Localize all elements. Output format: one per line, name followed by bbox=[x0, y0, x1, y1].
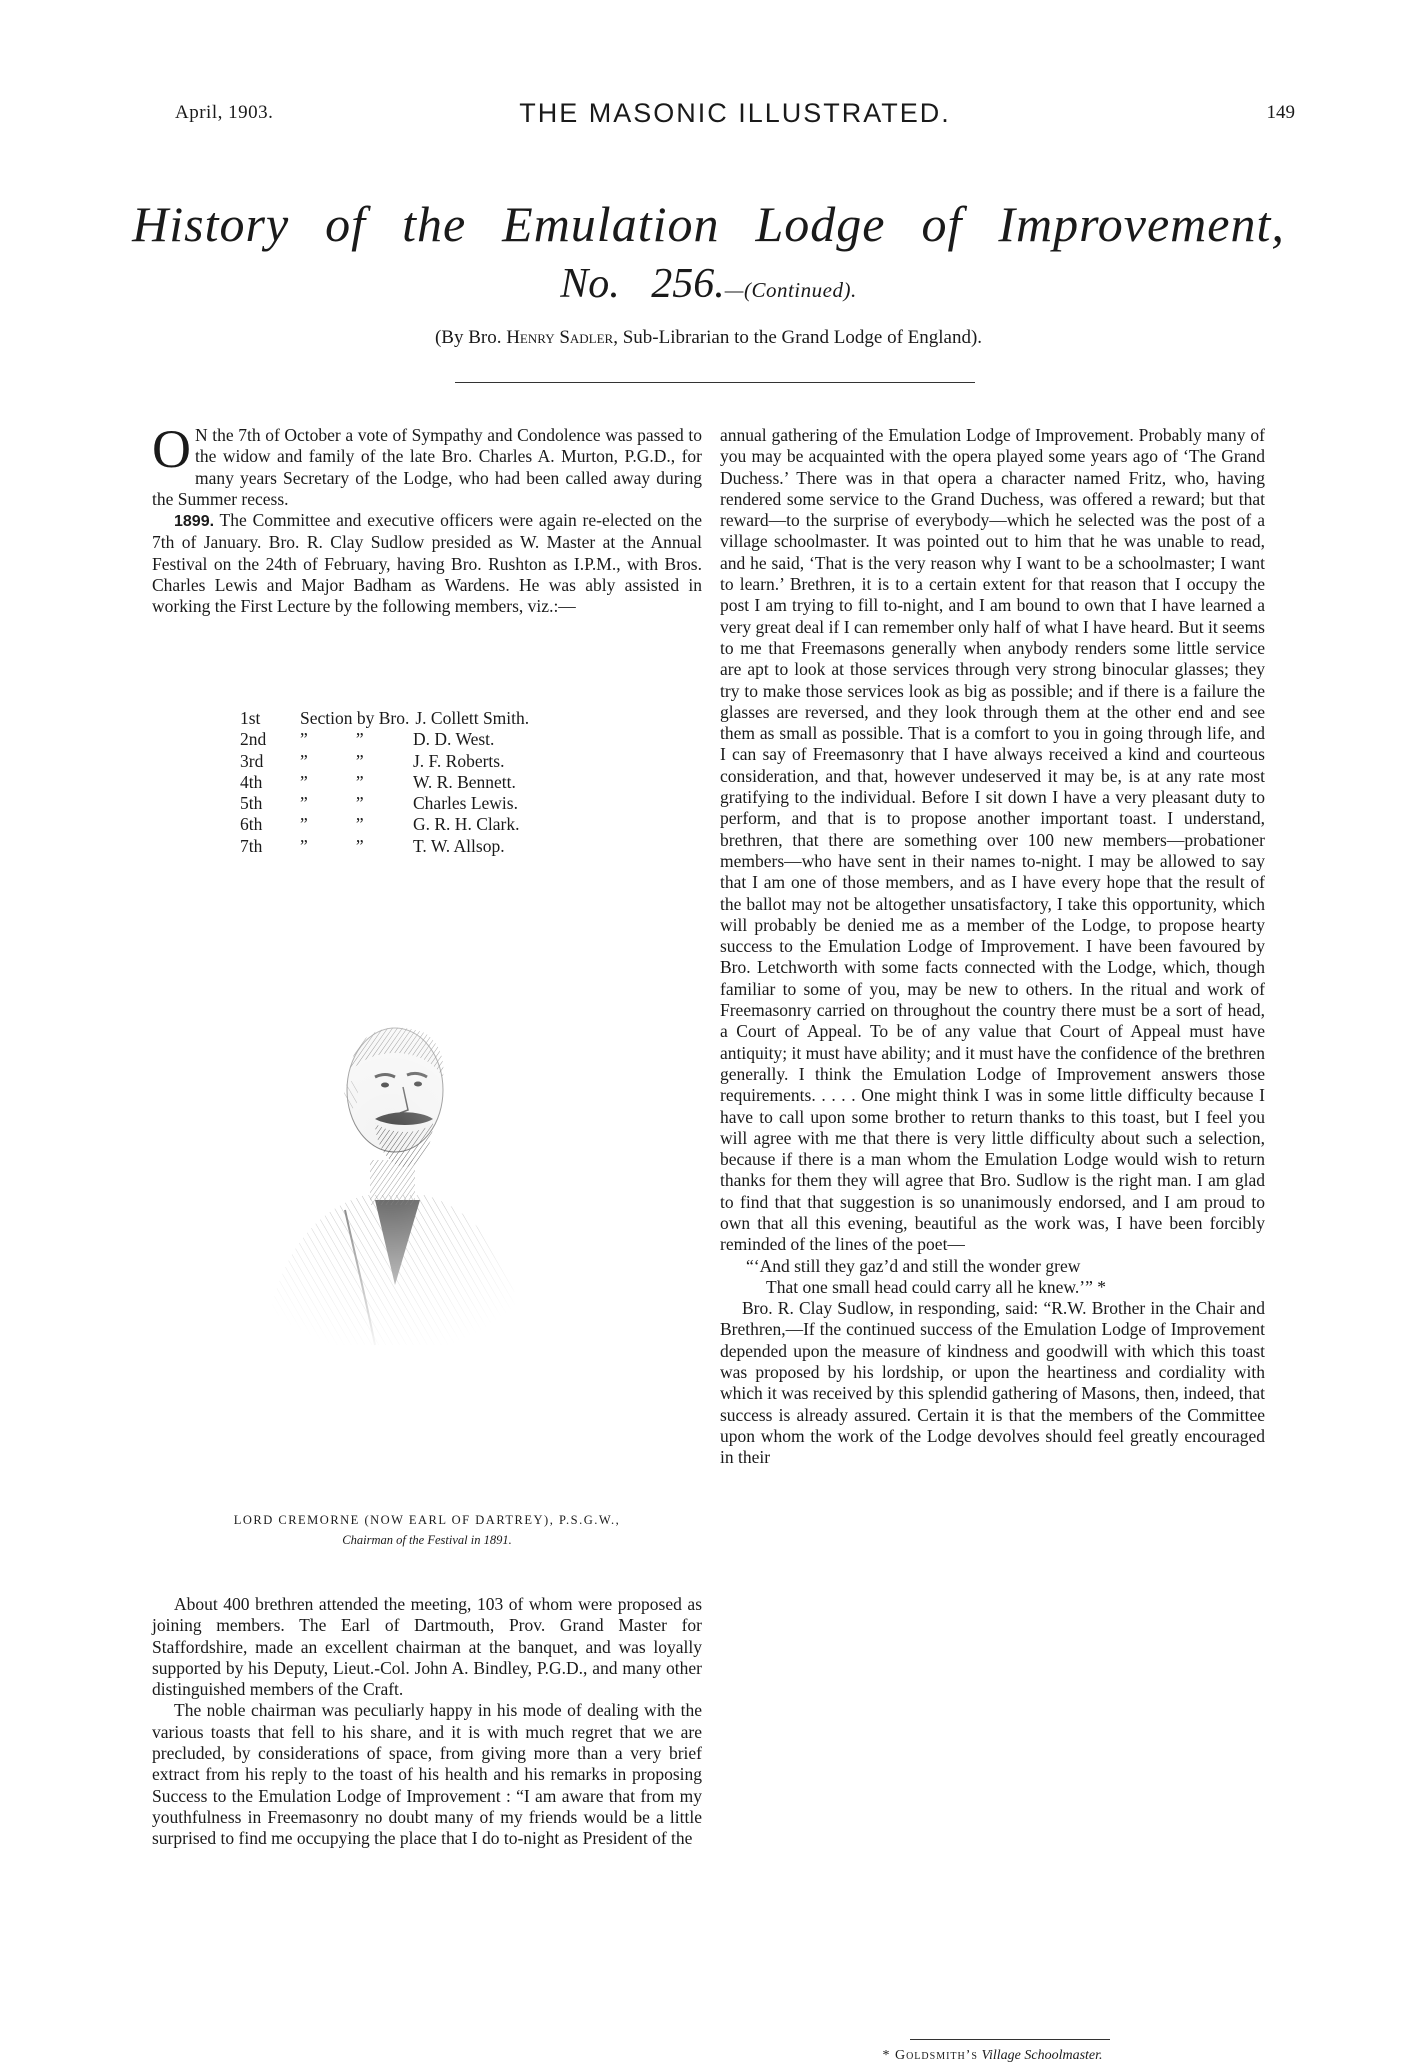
journal-title: THE MASONIC ILLUSTRATED. bbox=[519, 98, 951, 128]
verse-quote-line: That one small head could carry all he knew.’” * bbox=[766, 1276, 1106, 1297]
drop-cap: O bbox=[152, 419, 191, 479]
left-column-upper bbox=[152, 419, 702, 618]
portrait-caption: LORD CREMORNE (NOW EARL OF DARTREY), P.S.G.W., bbox=[233, 1513, 621, 1527]
lecture-sections-list bbox=[240, 708, 529, 857]
portrait-caption-subtitle: Chairman of the Festival in 1891. bbox=[342, 1533, 512, 1547]
list-item: 3rd ” ” J. F. Roberts. bbox=[240, 750, 505, 771]
title-rule bbox=[455, 382, 975, 383]
paragraph: Bro. R. Clay Sudlow, in responding, said: “R.W. Brother in the Chair and Brethren,—If the continued success of the Emulation Lodge of Improvement depended upon the measure of kindness and goodwill with which this toast was proposed by his lordship, or upon the heartiness and cordiality with which it was received by this splendid gathering of Masons, then, indeed, that success is already assured. Certain it is that the members of the Committee upon whom the work of the Lodge devolves should feel greatly encouraged in their bbox=[720, 1298, 1265, 1468]
list-item: 2nd ” ” D. D. West. bbox=[240, 729, 495, 750]
list-item: 1st Section by Bro. J. Collett Smith. bbox=[240, 708, 530, 728]
paragraph: About 400 brethren attended the meeting, 103 of whom were proposed as joining members. The Earl of Dartmouth, Prov. Grand Master for Staffordshire, made an excellent chairman at the banquet, and was loyally supported by his Deputy, Lieut.-Col. John A. Bindley, P.G.D., and many other distinguished members of the Craft. bbox=[152, 1594, 702, 1700]
paragraph: The noble chairman was peculiarly happy in his mode of dealing with the various toasts that fell to his share, and it is with much regret that we are precluded, by considerations of space, from giving more than a very brief extract from his reply to the toast of his health and his remarks in proposing Success to the Emulation Lodge of Improvement : “I am aware that from my youthfulness in Freemasonry no doubt many of my friends would be a little surprised to find me occupying the place that I do to-night as President of the bbox=[152, 1700, 702, 1849]
paragraph: O N the 7th of October a vote of Sympathy and Condolence was passed to the widow and family of the late Bro. Charles A. Murton, P.G.D., for many years Secretary of the Lodge, who had been called away during the Summer recess. bbox=[152, 419, 702, 509]
continued-note: —(Continued). bbox=[724, 278, 857, 302]
paragraph: 1899. The Committee and executive officers were again re-elected on the 7th of January. Bro. R. Clay Sudlow presided as W. Master at the Annual Festival on the 24th of February, having Bro. Rushton as I.P.M., with Bros. Charles Lewis and Major Badham as Wardens. He was ably assisted in working the First Lecture by the following members, viz.:— bbox=[152, 510, 702, 617]
issue-date: April, 1903. bbox=[175, 102, 274, 123]
left-column-lower bbox=[152, 1594, 702, 1850]
paragraph: annual gathering of the Emulation Lodge of Improvement. Probably many of you may be acquainted with the opera played some years ago of ‘The Grand Duchess.’ There was in that opera a character named Fritz, who, having rendered some service to the Grand Duchess, was offered a reward; but that reward—to the surprise of everybody—which he selected was the post of a village schoolmaster. It was pointed out to him that he was unable to read, and he said, ‘That is the very reason why I want to be a schoolmaster; I want to learn.’ Brethren, it is to a certain extent for that reason that I occupy the post I am trying to fill to-night, and I am bound to own that I have learned a very great deal if I can remember only half of what I have heard. But it seems to me that Freemasons generally when anybody renders some little service are apt to look at those services through very strong binocular glasses; they try to make those services look as big as possible; and if there is a failure the glasses are reversed, and they look through them at the other end and see them as small as possible. That is a comfort to you in going through life, and I can say of Freemasonry that I have always received a kind and courteous consideration, and that, however undeserved it may be, is at any rate most gratifying to the individual. Before I sit down I have a very pleasant duty to perform, and that is to propose another important toast. I understand, brethren, that there are something over 100 new members—probationer members—who have sent in their names to-night. I may be allowed to say that I am one of those members, and as I have every hope that the result of the ballot may not be altogether unsatisfactory, I take this opportunity, which will probably be denied me as a member of the Lodge, to propose hearty success to the Emulation Lodge of Improvement. I have been favoured by Bro. Letchworth with some facts connected with the Lodge, which, though familiar to some of you, may be new to others. In the ritual and work of Freemasonry carried on throughout the country there must be a sort of head, a Court of Appeal. To be of any value that Court of Appeal must have antiquity; it must have ability; and it must have the confidence of the brethren generally. I think the Emulation Lodge of Improvement answers those requirements. . . . . One might think I was in some little difficulty because I have to call upon some brother to return thanks to this toast, but I feel you will agree with me that there is very little difficulty about such a selection, because if there is a man whom the Emulation Lodge would wish to return thanks for them they will agree that Bro. Sudlow is the right man. I am glad to find that that suggestion is so unanimously endorsed, and I am proud to own that all this evening, beautiful as the work was, I have been forcibly reminded of the lines of the poet— bbox=[720, 425, 1265, 1255]
article-number: No. 256.—(Continued). bbox=[560, 261, 857, 307]
portrait-engraving bbox=[225, 995, 555, 1355]
list-item: 4th ” ” W. R. Bennett. bbox=[240, 771, 516, 792]
author-name: Henry Sadler, bbox=[506, 327, 618, 348]
running-head bbox=[175, 98, 1295, 138]
footnote: * Goldsmith’s Village Schoolmaster. bbox=[882, 2048, 1103, 2063]
list-item: 7th ” ” T. W. Allsop. bbox=[240, 835, 505, 856]
right-column bbox=[720, 425, 1265, 1469]
byline: (By Bro. Henry Sadler, Sub-Librarian to the Grand Lodge of England). bbox=[434, 327, 983, 348]
article-title: History of the Emulation Lodge of Improvement, bbox=[132, 196, 1285, 252]
verse-quote-line: “‘And still they gaz’d and still the wonder grew bbox=[746, 1255, 1081, 1276]
footnote-rule bbox=[910, 2039, 1110, 2040]
page-number: 149 bbox=[1266, 102, 1295, 123]
list-item: 6th ” ” G. R. H. Clark. bbox=[240, 814, 520, 835]
list-item: 5th ” ” Charles Lewis. bbox=[240, 793, 518, 814]
year-heading: 1899. bbox=[174, 513, 215, 531]
